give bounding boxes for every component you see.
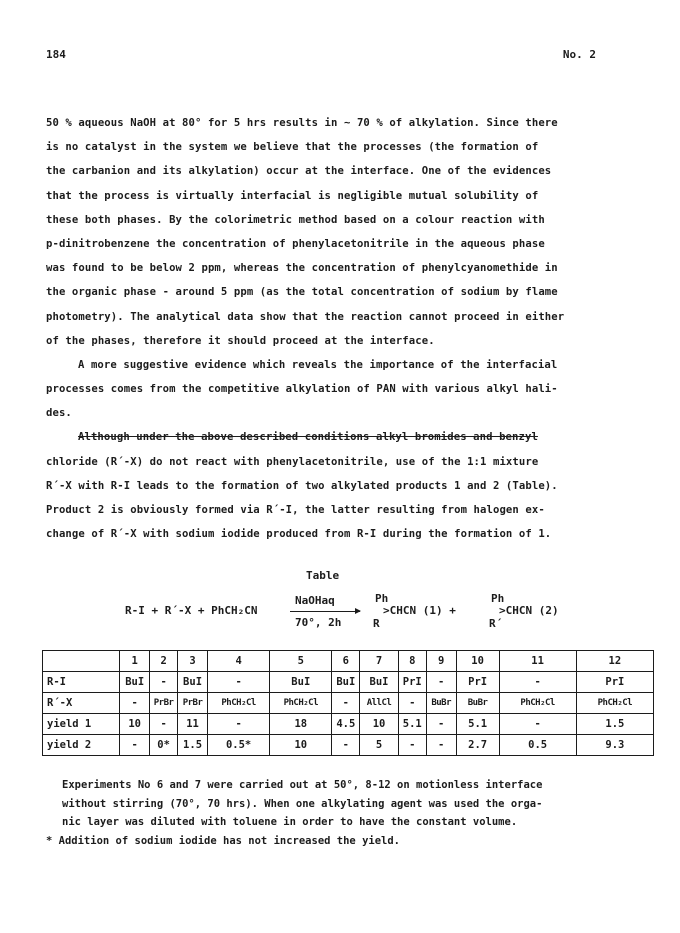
table-cell: PrI — [398, 672, 426, 693]
text-line: p-dinitrobenzene the concentration of phenylacetonitrile in the aqueous phase — [46, 237, 545, 250]
text-line: photometry). The analytical data show that the reaction cannot proceed in either — [46, 310, 565, 323]
table-cell: 5 — [360, 735, 399, 756]
table-cell: 5.1 — [456, 714, 499, 735]
table-cell: 0.5* — [208, 735, 270, 756]
header-cell: 2 — [150, 651, 178, 672]
table-cell: 1.5 — [178, 735, 208, 756]
table-cell: 11 — [178, 714, 208, 735]
footnote-line: Experiments No 6 and 7 were carried out at 50°, 8-12 on motionless interface — [62, 779, 543, 791]
table-cell: 2.7 — [456, 735, 499, 756]
product-2: >CHCN (2) — [499, 604, 559, 617]
phenyl-label-1: Ph — [375, 592, 389, 605]
table-cell: - — [332, 735, 360, 756]
footnote-line: without stirring (70°, 70 hrs). When one alkylating agent was used the orga- — [62, 797, 543, 810]
table-cell: BuI — [270, 672, 332, 693]
header-cell: 9 — [426, 651, 456, 672]
table-cell: PrBr — [178, 693, 208, 714]
results-table — [42, 650, 654, 756]
text-line: was found to be below 2 ppm, whereas the concentration of phenylcyanomethide in — [46, 262, 558, 275]
issue-number: No. 2 — [562, 48, 596, 61]
row-label: R´-X — [43, 693, 120, 714]
table-cell: 4.5 — [332, 714, 360, 735]
footnote-line: nic layer was diluted with toluene in order to have the constant volume. — [62, 816, 518, 828]
table-header-row — [43, 651, 654, 672]
table-title: Table — [306, 569, 340, 582]
row-label: yield 2 — [43, 735, 120, 756]
table-cell: 18 — [270, 714, 332, 735]
table-cell: BuI — [178, 672, 208, 693]
header-cell: 1 — [120, 651, 150, 672]
text-line: A more suggestive evidence which reveals the importance of the interfacial — [78, 358, 558, 371]
table-cell: PhCH₂Cl — [576, 693, 653, 714]
header-cell: 10 — [456, 651, 499, 672]
reaction-arrow — [290, 611, 360, 612]
row-label: yield 1 — [43, 714, 120, 735]
table-cell: - — [332, 693, 360, 714]
page-number: 184 — [46, 48, 66, 61]
text-line: is no catalyst in the system we believe that the processes (the formation of — [46, 141, 539, 154]
text-line: these both phases. By the colorimetric method based on a colour reaction with — [46, 213, 545, 226]
header-cell: 6 — [332, 651, 360, 672]
table-cell: - — [499, 714, 576, 735]
table-cell: - — [208, 714, 270, 735]
table-cell: BuI — [120, 672, 150, 693]
text-line: 50 % aqueous NaOH at 80° for 5 hrs results in ~ 70 % of alkylation. Since there — [46, 117, 558, 129]
table-cell: 0.5 — [499, 735, 576, 756]
table-row — [43, 693, 654, 714]
table-cell: - — [426, 672, 456, 693]
text-line: Product 2 is obviously formed via R´-I, the latter resulting from halogen ex- — [46, 504, 545, 516]
reaction-scheme — [125, 590, 605, 640]
table-cell: 0* — [150, 735, 178, 756]
table-cell: - — [426, 735, 456, 756]
table-cell: 10 — [270, 735, 332, 756]
header-cell: 11 — [499, 651, 576, 672]
table-cell: PrBr — [150, 693, 178, 714]
text-line: change of R´-X with sodium iodide produced from R-I during the formation of 1. — [46, 528, 552, 541]
table-cell: 1.5 — [576, 714, 653, 735]
asterisk-note: * Addition of sodium iodide has not increased the yield. — [46, 835, 401, 847]
text-line: the carbanion and its alkylation) occur at the interface. One of the evidences — [46, 165, 552, 178]
table-cell: PhCH₂Cl — [499, 693, 576, 714]
table-cell: PrI — [456, 672, 499, 693]
row-label: R-I — [43, 672, 120, 693]
table-cell: - — [150, 672, 178, 693]
phenyl-label-2: Ph — [491, 592, 505, 605]
text-line: of the phases, therefore it should proceed at the interface. — [46, 334, 435, 347]
reagent-top: NaOHaq — [295, 594, 335, 607]
table-cell: - — [398, 735, 426, 756]
table-cell: - — [120, 735, 150, 756]
body-text — [46, 111, 642, 546]
table-cell: BuI — [332, 672, 360, 693]
table-cell: - — [150, 714, 178, 735]
header-cell: 12 — [576, 651, 653, 672]
table-cell: - — [499, 672, 576, 693]
table-cell: 9.3 — [576, 735, 653, 756]
r-label-2: R´ — [489, 617, 503, 630]
table-cell: 10 — [120, 714, 150, 735]
table-cell: PrI — [576, 672, 653, 693]
text-line: the organic phase - around 5 ppm (as the total concentration of sodium by flame — [46, 286, 558, 299]
text-line: processes comes from the competitive alkylation of PAN with various alkyl hali- — [46, 383, 558, 396]
table-cell: - — [120, 693, 150, 714]
table-cell: 5.1 — [398, 714, 426, 735]
table-cell: BuBr — [426, 693, 456, 714]
table-cell: BuI — [360, 672, 399, 693]
text-line: R´-X with R-I leads to the formation of two alkylated products 1 and 2 (Table). — [46, 479, 558, 492]
header-cell: 3 — [178, 651, 208, 672]
table-cell: - — [208, 672, 270, 693]
table-row — [43, 714, 654, 735]
table-cell: 10 — [360, 714, 399, 735]
text-line: that the process is virtually interfacial is negligible mutual solubility of — [46, 189, 539, 202]
header-cell: 5 — [270, 651, 332, 672]
table-cell: PhCH₂Cl — [208, 693, 270, 714]
text-line: des. — [46, 407, 72, 420]
text-line: chloride (R´-X) do not react with phenylacetonitrile, use of the 1:1 mixture — [46, 455, 539, 468]
table-cell: AllCl — [360, 693, 399, 714]
table-footnotes — [62, 776, 642, 832]
reagent-bottom: 70°, 2h — [295, 616, 342, 629]
header-cell: 8 — [398, 651, 426, 672]
r-label-1: R — [373, 617, 380, 630]
table-cell: - — [398, 693, 426, 714]
header-cell: 7 — [360, 651, 399, 672]
table-cell: BuBr — [456, 693, 499, 714]
header-cell: 4 — [208, 651, 270, 672]
reactants: R-I + R´-X + PhCH₂CN — [125, 604, 258, 617]
product-1: >CHCN (1) + — [383, 604, 456, 617]
header-cell — [43, 651, 120, 672]
table-row — [43, 735, 654, 756]
text-line: Although under the above described conditions alkyl bromides and benzyl — [78, 431, 538, 444]
table-row — [43, 672, 654, 693]
table-cell: PhCH₂Cl — [270, 693, 332, 714]
table-cell: - — [426, 714, 456, 735]
